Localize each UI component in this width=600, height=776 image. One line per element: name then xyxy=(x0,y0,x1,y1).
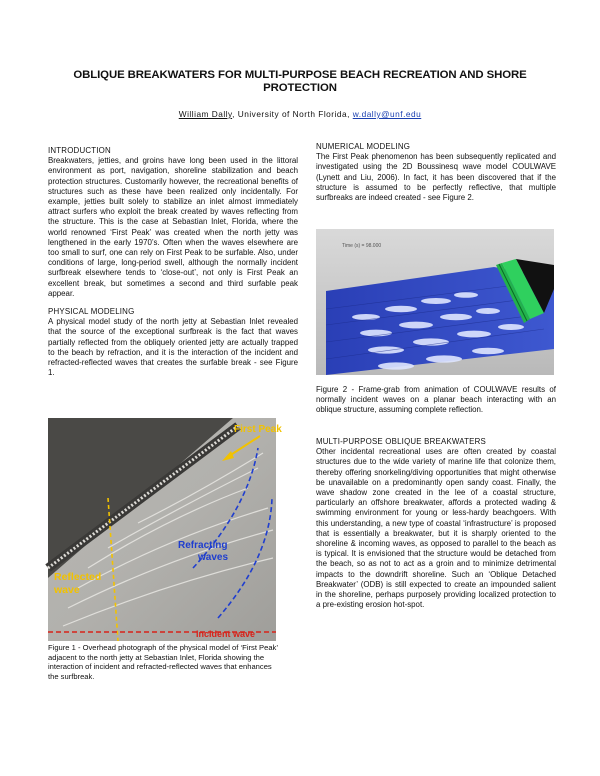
label-first-peak: First Peak xyxy=(234,424,282,435)
section-text-numerical-modeling: The First Peak phenomenon has been subsequently replicated and investigated using the 2D Boussinesq wave model COULWAVE (Lynett and Liu, 2006). In fact, it has been discovered that if the structure is assumed to be perfectly reflective, that multiple surfbreaks are indeed created - see Figure 2. xyxy=(316,152,556,203)
label-reflected-wave: Reflected wave xyxy=(54,571,102,596)
author-name: William Dally xyxy=(178,109,233,119)
section-text-physical-modeling: A physical model study of the north jetty at Sebastian Inlet revealed that the source of the exceptional surfbreak is the fact that waves partially reflected from the obliquely oriented jetty are actually trapped to the beach by refraction, and it is the interaction of the incident and refracted-reflected waves that creates the surfable break - see Figure 1. xyxy=(48,317,298,378)
label-refracting-waves: Refracting waves xyxy=(178,540,229,563)
author-email-link[interactable]: w.dally@unf.edu xyxy=(352,109,422,119)
figure-2-plot xyxy=(316,229,554,375)
section-heading-numerical-modeling: NUMERICAL MODELING xyxy=(316,142,411,151)
label-incident-wave: Incident wave xyxy=(196,629,256,639)
author-affiliation: , University of North Florida, xyxy=(232,109,353,119)
figure-2-caption: Figure 2 - Frame-grab from animation of COULWAVE results of normally incident waves on a planar beach interacting with an oblique structure, assuming complete reflection. xyxy=(316,385,556,415)
section-heading-introduction: INTRODUCTION xyxy=(48,146,111,155)
section-heading-multipurpose: MULTI-PURPOSE OBLIQUE BREAKWATERS xyxy=(316,437,486,446)
right-column-top xyxy=(316,142,556,203)
left-column xyxy=(48,146,298,378)
plot-title: Time (s) = 98.000 xyxy=(342,243,382,249)
paper-title: OBLIQUE BREAKWATERS FOR MULTI-PURPOSE BEACH RECREATION AND SHORE PROTECTION xyxy=(73,69,527,94)
right-column-bottom xyxy=(316,437,556,610)
section-heading-physical-modeling: PHYSICAL MODELING xyxy=(48,307,135,317)
author-line xyxy=(100,109,500,119)
section-text-introduction: Breakwaters, jetties, and groins have long been used in the littoral environment as port, navigation, shoreline stabilization and beach protection structures. Customarily however, the recreational benefits of structures such as these have been realized only incidentally. For example, jetties built solely to stabilize an inlet almost immediately attract surfers who exploit the break created by waves reflecting from the structure. This is the case at Sebastian Inlet, Florida, where the world renowned ‘First Peak’ was created when the north jetty was lengthened in the early 1970’s. Often when the waves elsewhere are too small to surf, one can rely on First Peak to be surfable. Also, under conditions of large, long-period swell, although the normally incident surfbreak elsewhere tends to ‘close-out’, not only is First Peak an excellent break, but sometimes a second and third surfable peak appear. xyxy=(48,156,298,298)
section-text-multipurpose: Other incidental recreational uses are often created by coastal structures due to the wide variety of marine life that colonize them, thereby offering snorkeling/diving opportunities that might otherwise be unavailable on a predominantly open sandy coast. Finally, the wave shadow zone created in the lee of a coastal structure, particularly an offshore breakwater, affords a protected wading & swimming environment for young or less-hardy beachgoers. With this understanding, a new type of coastal ‘infrastructure’ is proposed that is essentially a breakwater, but it is sharply oriented to the shoreline & incoming waves, as opposed to parallel to the beach as is typical. It is envisioned that the structure would be detached from the beach, so as not to act as a groin and to minimize detrimental impacts to the downdrift shoreline. Such an ‘Oblique Detached Breakwater’ (ODB) is still expected to create an impounded salient in the shoreline, perhaps purposely providing localized protection to a pre-existing erosion hot-spot. xyxy=(316,447,556,610)
figure-1-photo xyxy=(48,418,282,641)
figure-1-caption: Figure 1 - Overhead photograph of the physical model of ‘First Peak’ adjacent to the north jetty at Sebastian Inlet, Florida showing the interaction of incident and refracted-reflected waves that enhances the surfbreak. xyxy=(48,643,278,681)
